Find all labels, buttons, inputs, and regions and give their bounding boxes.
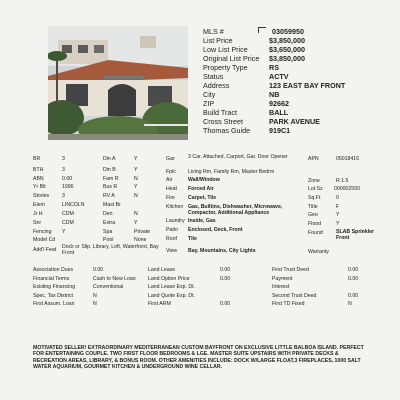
mls-checkbox bbox=[258, 27, 266, 33]
field-value: 3 bbox=[62, 193, 65, 199]
field-value: CDM bbox=[62, 211, 74, 217]
field-label: Bus R bbox=[103, 184, 118, 190]
header-label: Original List Price bbox=[203, 54, 260, 63]
fin-value: 0.00 bbox=[93, 267, 104, 273]
field-value: Forced Air bbox=[188, 186, 214, 192]
fin-value: 0.00 bbox=[220, 276, 231, 282]
fin-label: Association Dues bbox=[33, 267, 74, 273]
fin-label: Financial Terms bbox=[33, 276, 70, 282]
field-label: Din B bbox=[103, 167, 116, 173]
field-value: Y bbox=[336, 212, 340, 218]
fin-label: Spec. Tax District bbox=[33, 293, 73, 299]
field-value: Y bbox=[134, 220, 138, 226]
field-label: Mast Br bbox=[103, 202, 121, 208]
mls-label: MLS # bbox=[203, 27, 224, 36]
header-label: Build Tract bbox=[203, 108, 237, 117]
field-label: Din A bbox=[103, 156, 116, 162]
fin-label: Land Option Price bbox=[148, 276, 190, 282]
fin-value: 0.00 bbox=[348, 267, 359, 273]
field-value: CDM bbox=[62, 220, 74, 226]
field-value: None bbox=[134, 237, 147, 243]
field-label: Pool bbox=[103, 237, 114, 243]
field-value: Y bbox=[134, 156, 138, 162]
fin-label: Existing Financing bbox=[33, 284, 76, 290]
fin-value: 0.00 bbox=[348, 276, 359, 282]
field-value: Inside, Gas bbox=[188, 218, 216, 224]
field-label: Geo bbox=[308, 212, 318, 218]
field-label: Flood bbox=[308, 221, 321, 227]
field-label: Snr bbox=[33, 220, 42, 226]
field-label: Warranty bbox=[308, 249, 329, 255]
fin-label: Land Lease Exp. Dt. bbox=[148, 284, 196, 290]
field-label: APN bbox=[308, 156, 319, 162]
header-label: List Price bbox=[203, 36, 233, 45]
field-label: Sq.Ft bbox=[308, 195, 321, 201]
field-value: Y bbox=[134, 184, 138, 190]
field-value: Tile bbox=[188, 236, 197, 242]
field-label: BTH bbox=[33, 167, 44, 173]
field-value: N bbox=[134, 211, 138, 217]
header-value: 92662 bbox=[269, 99, 289, 108]
field-value: Y bbox=[134, 167, 138, 173]
field-label: Extra bbox=[103, 220, 116, 226]
field-label: Fencing bbox=[33, 229, 52, 235]
field-value: Bay, Mountains, City Lights bbox=[188, 248, 256, 254]
field-value: LINCOLN bbox=[62, 202, 85, 208]
addl-feat-label: Add'l Feat bbox=[33, 247, 57, 253]
header-value: PARK AVENUE bbox=[269, 117, 320, 126]
field-value: N bbox=[134, 176, 138, 182]
header-label: ZIP bbox=[203, 99, 215, 108]
field-value: SLAB Sprinkler Front bbox=[336, 229, 375, 241]
fin-value: Conventional bbox=[93, 284, 124, 290]
field-label: Den bbox=[103, 211, 113, 217]
fin-label: Payment bbox=[272, 276, 293, 282]
fin-label: Second Trust Deed bbox=[272, 293, 317, 299]
field-label: Gar bbox=[166, 156, 175, 162]
fin-value: 0.00 bbox=[220, 267, 231, 273]
field-label: Jr H bbox=[33, 211, 43, 217]
property-photo bbox=[48, 26, 188, 140]
field-value: Carpet, Tile bbox=[188, 195, 217, 201]
field-label: Kitchen bbox=[166, 204, 184, 210]
field-label: Roof bbox=[166, 236, 177, 242]
field-label: Model Cd bbox=[33, 237, 56, 243]
header-label: Property Type bbox=[203, 63, 248, 72]
field-value: Gas, Builtins, Dishwasher, Microwave, Compactor, Additional Appliance bbox=[188, 204, 283, 216]
field-value: 0.00 bbox=[62, 176, 73, 182]
field-label: ABN bbox=[33, 176, 44, 182]
header-label: Cross Street bbox=[203, 117, 243, 126]
header-value: BALL bbox=[269, 108, 289, 117]
field-value: Y bbox=[336, 221, 340, 227]
house-photo-illustration bbox=[48, 26, 188, 140]
remarks-text: MOTIVATED SELLER! EXTRAORDINARY MEDITERRANEAN CUSTOM BAYFRONT ON EXCLUSIVE LITTLE BALBOA ISLAND. PERFECT FOR ENTERTAINING COUPLE. TWO FIRST FLOOR BEDROOMS & LGE. MASTER SUITE UPSTAIRS WITH PRIVATE DECKS & RECREATION AREAS, LIBRARY, & BONUS ROOM. OTHER AMENITIES INCLUDE: DOCK W/LARGE FLOAT,3 FIREPLACES, 1000 SALT WATER AQUARIUM, GOURMET KITCHEN & UNDERGROUND WINE CELLAR. bbox=[33, 345, 364, 371]
field-label: Fam R bbox=[103, 176, 119, 182]
field-value: R 1.5 bbox=[336, 178, 349, 184]
header-value: 919C1 bbox=[269, 126, 291, 135]
field-label: BR bbox=[33, 156, 41, 162]
header-value: ACTV bbox=[269, 72, 289, 81]
fin-value: 0.00 bbox=[348, 293, 359, 299]
addl-feat-value: Dock or Slip, Library, Loft, Waterfront, Bay Front bbox=[62, 244, 159, 256]
field-label: Lot Sz bbox=[308, 186, 323, 192]
mls-number: 03059950 bbox=[272, 27, 304, 36]
header-label: Thomas Guide bbox=[203, 126, 251, 135]
fin-label: First ARM bbox=[148, 301, 171, 307]
header-value: 123 EAST BAY FRONT bbox=[269, 81, 346, 90]
field-value: Private bbox=[134, 229, 151, 235]
field-label: Fplc bbox=[166, 169, 176, 175]
field-value: 1996 bbox=[62, 184, 74, 190]
header-value: $3,850,000 bbox=[269, 36, 305, 45]
fin-label: Land Lease bbox=[148, 267, 176, 273]
header-label: Status bbox=[203, 72, 224, 81]
header-value: NB bbox=[269, 90, 280, 99]
field-label: Spa bbox=[103, 229, 113, 235]
fin-value: N bbox=[348, 301, 352, 307]
field-value: 3 Car, Attached, Carport, Gar. Door Opener bbox=[188, 154, 288, 160]
fin-label: Land Quote Exp. Dt. bbox=[148, 293, 196, 299]
field-label: Title bbox=[308, 204, 318, 210]
fin-value: N bbox=[93, 293, 97, 299]
field-label: Fire bbox=[166, 195, 175, 201]
field-value: 05018416 bbox=[336, 156, 360, 162]
field-label: View bbox=[166, 248, 178, 254]
field-label: Laundry bbox=[166, 218, 185, 224]
fin-value: 0.00 bbox=[220, 301, 231, 307]
fin-label: Interest bbox=[272, 284, 290, 290]
field-label: Air bbox=[166, 177, 173, 183]
header-value: RS bbox=[269, 63, 279, 72]
header-label: Low List Price bbox=[203, 45, 248, 54]
field-label: Found bbox=[308, 230, 323, 236]
field-value: Wall/Window bbox=[188, 177, 220, 183]
field-label: Elem bbox=[33, 202, 45, 208]
field-value: Y bbox=[62, 229, 66, 235]
header-label: City bbox=[203, 90, 216, 99]
field-label: Heat bbox=[166, 186, 177, 192]
fin-value: Cash to New Loan bbox=[93, 276, 136, 282]
fin-label: First TD Fixed bbox=[272, 301, 305, 307]
field-label: Patio bbox=[166, 227, 178, 233]
field-value: F bbox=[336, 204, 340, 210]
field-label: Stories bbox=[33, 193, 50, 199]
field-value: 0 bbox=[336, 195, 339, 201]
field-value: N bbox=[134, 193, 138, 199]
field-label: RV A bbox=[103, 193, 115, 199]
header-label: Address bbox=[203, 81, 230, 90]
header-value: $3,650,000 bbox=[269, 45, 305, 54]
fin-label: First Trust Deed bbox=[272, 267, 309, 273]
field-value: Living Rm, Family Rm, Master Bedrm bbox=[188, 169, 275, 175]
field-value: 000002550 bbox=[334, 186, 360, 192]
field-label: Zone bbox=[308, 178, 320, 184]
field-value: 3 bbox=[62, 167, 65, 173]
field-label: Yr Blt bbox=[33, 184, 46, 190]
field-value: 3 bbox=[62, 156, 65, 162]
fin-label: First Assum. Loan bbox=[33, 301, 75, 307]
fin-value: N bbox=[93, 301, 97, 307]
field-value: Enclosed, Deck, Front bbox=[188, 227, 243, 233]
header-value: $3,850,000 bbox=[269, 54, 305, 63]
